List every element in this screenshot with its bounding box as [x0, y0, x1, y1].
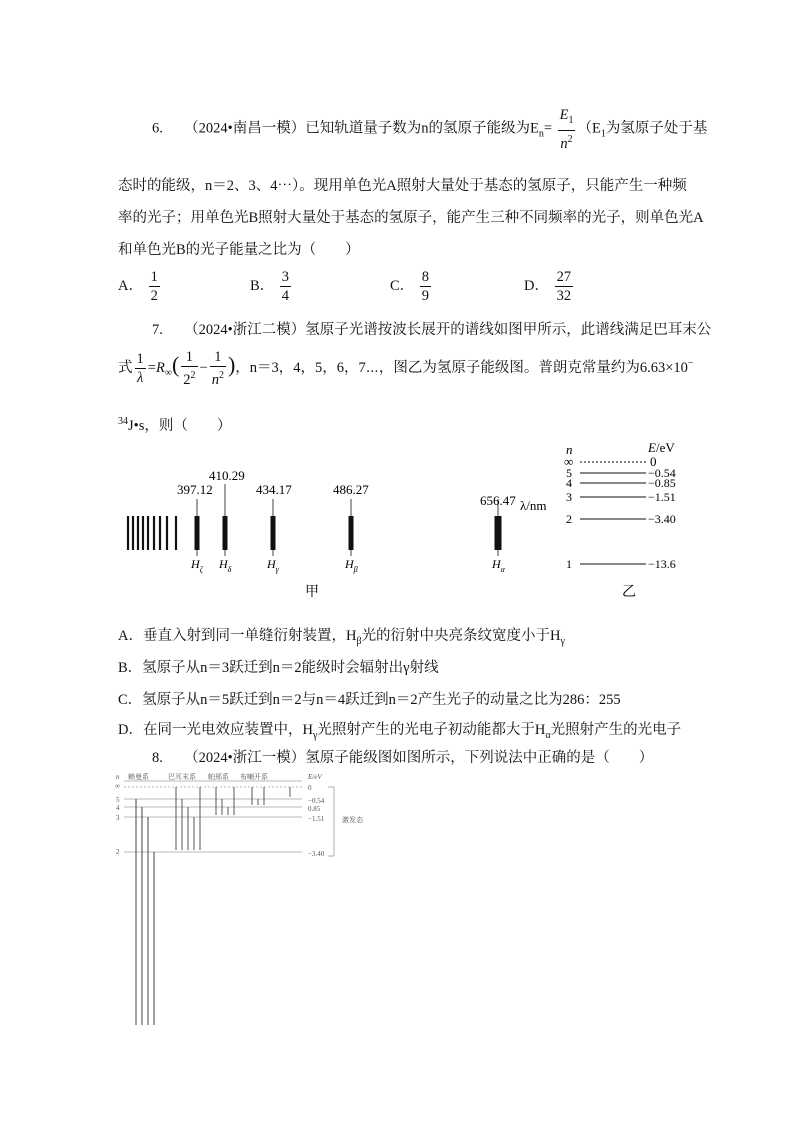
- wl-486: 486.27: [333, 482, 369, 497]
- level-n-inf: ∞: [564, 454, 574, 469]
- option-text: 氢原子从n＝5跃迁到n＝2与n＝4跃迁到n＝2产生光子的动量之比为286：255: [142, 692, 621, 708]
- q8-e-4: 0.85: [308, 805, 321, 813]
- q8-source: （2024•浙江一模）: [184, 750, 306, 766]
- formula-prefix: 式: [118, 359, 133, 376]
- option-sub: γ: [560, 635, 565, 647]
- figure-yi-caption: 乙: [622, 585, 636, 600]
- level-n-3: 3: [566, 490, 572, 504]
- q8-inf-label: ∞: [115, 782, 120, 790]
- q8-number: 8.: [152, 750, 163, 766]
- formula-open: (: [171, 351, 180, 377]
- option-den: 32: [556, 288, 572, 304]
- q6-stem-c: 为氢原子处于基: [605, 120, 708, 137]
- option-text: 氢原子从n＝3跃迁到n＝2能级时会辐射出γ射线: [142, 660, 439, 676]
- formula-f1-num: 1: [181, 348, 197, 367]
- q8-energy-level-diagram: [110, 770, 370, 1032]
- option-text: 光的衍射中央亮条纹宽度小于H: [361, 628, 561, 644]
- h-alpha-label: $H_\alpha$: [492, 557, 505, 574]
- formula-f2: [210, 348, 226, 389]
- formula-lhs-den: λ: [136, 369, 144, 386]
- brackett-series-label: 布喇开系: [240, 773, 268, 781]
- formula-f2-num: 1: [210, 348, 226, 367]
- level-n-1: 1: [566, 557, 572, 571]
- level-n-5: 5: [566, 466, 572, 480]
- energy-level-figure: [558, 440, 708, 605]
- q8-line1: [152, 746, 653, 767]
- q6-eq-sign: =: [543, 120, 552, 137]
- q8-n-4: 4: [116, 804, 120, 812]
- q6-den: n: [560, 135, 568, 152]
- h-beta-label: $H_\beta$: [345, 557, 358, 574]
- h-zeta-label: $H_\zeta$: [191, 557, 203, 574]
- q6-stem-a: 已知轨道量子数为n的氢原子能级为E: [305, 120, 539, 137]
- level-e-4: −0.85: [648, 476, 676, 490]
- wl-410: 410.29: [209, 470, 245, 483]
- formula-lhs: [135, 350, 146, 387]
- h-gamma-label: $H_\gamma$: [267, 557, 279, 574]
- q6-option-b[interactable]: [250, 268, 293, 305]
- q7-line3-rest: J•s，则（ ）: [128, 418, 232, 434]
- q8-n-5: 5: [116, 796, 120, 804]
- q6-line2: 态时的能级，n＝2、3、4⋯）。现用单色光A照射大量处于基态的氢原子，只能产生一种频: [118, 178, 687, 194]
- q8-n-2: 2: [116, 848, 120, 856]
- formula-f2-den: n: [211, 371, 219, 388]
- figure-jia-caption: 甲: [305, 585, 319, 600]
- option-text: 光照射产生的光电子: [550, 722, 682, 738]
- option-sub: α: [545, 729, 551, 741]
- formula-f1: [181, 348, 197, 389]
- wavelength-unit: λ/nm: [520, 498, 547, 513]
- level-e-1: −13.6: [648, 557, 676, 571]
- option-label: A．: [118, 277, 143, 294]
- formula-minus: −: [199, 359, 208, 376]
- option-label: C．: [118, 692, 143, 708]
- option-text: 垂直入射到同一单缝衍射装置，H: [142, 628, 357, 644]
- formula-eq: =: [147, 359, 156, 376]
- balmer-series-label: 巴耳末系: [168, 773, 196, 781]
- e-label: E/eV: [648, 440, 675, 455]
- h-delta-label: $H_\delta$: [219, 557, 232, 574]
- option-label: C．: [390, 277, 415, 294]
- q6-option-a[interactable]: [118, 268, 162, 305]
- formula-r: R: [155, 359, 165, 376]
- q7-source: （2024•浙江二模）: [184, 322, 306, 338]
- option-label: A．: [118, 628, 143, 644]
- q6-number: 6.: [152, 120, 163, 137]
- spectrum-figure: [110, 470, 560, 605]
- option-sub: β: [356, 635, 362, 647]
- q6-line1: [152, 106, 707, 150]
- formula-f2-sup: 2: [218, 370, 224, 381]
- option-den: 4: [281, 288, 290, 304]
- level-n-2: 2: [566, 512, 572, 526]
- q7-line3-sup: 34: [118, 416, 128, 428]
- q8-stem: 氢原子能级图如图所示，下列说法中正确的是（ ）: [305, 750, 654, 766]
- q8-e-5: −0.54: [308, 797, 325, 805]
- q8-e-3: −1.51: [308, 815, 325, 823]
- level-e-2: −3.40: [648, 512, 676, 526]
- level-e-inf: 0: [650, 454, 657, 469]
- option-num: 1: [150, 269, 158, 285]
- q8-e-inf: 0: [308, 784, 312, 792]
- wl-434: 434.17: [256, 482, 292, 497]
- q8-n-label: n: [116, 773, 120, 781]
- n-label: n: [566, 442, 573, 457]
- level-e-3: −1.51: [648, 490, 676, 504]
- level-n-4: 4: [566, 476, 572, 490]
- level-e-5: −0.54: [648, 466, 676, 480]
- q8-e-2: −3.40: [308, 850, 325, 858]
- formula-lhs-num: 1: [136, 350, 144, 367]
- q7-line2-sup: −: [687, 357, 694, 369]
- q6-den-sup: 2: [567, 133, 573, 145]
- q7-line3: [118, 414, 231, 435]
- wl-397: 397.12: [177, 482, 213, 497]
- option-den: 9: [421, 288, 430, 304]
- q6-option-c[interactable]: [390, 268, 433, 305]
- lyman-series-label: 赖曼系: [128, 773, 149, 781]
- q6-num: E: [559, 107, 569, 123]
- option-label: B．: [118, 660, 143, 676]
- paschen-series-label: 帕邢系: [208, 773, 229, 781]
- q7-option-a[interactable]: [118, 624, 565, 647]
- wl-656: 656.47: [480, 493, 516, 508]
- q8-e-label: E/eV: [308, 773, 322, 781]
- q7-formula-line: [118, 348, 694, 389]
- q7-number: 7.: [152, 322, 163, 338]
- q6-line3: 率的光子；用单色光B照射大量处于基态的氢原子，能产生三种不同频率的光子，则单色光A: [118, 210, 704, 226]
- formula-f1-sup: 2: [190, 370, 196, 381]
- q7-option-b[interactable]: [118, 656, 439, 677]
- option-text: 光照射产生的光电子初动能都大于H: [317, 722, 546, 738]
- formula-close: ): [227, 351, 236, 377]
- q7-stem: 氢原子光谱按波长展开的谱线如图甲所示，此谱线满足巴耳末公: [305, 322, 712, 338]
- q8-n-3: 3: [116, 814, 120, 822]
- formula-r-sub: ∞: [164, 367, 172, 379]
- option-text: 在同一光电效应装置中，H: [142, 722, 313, 738]
- series-limit-lines: [128, 516, 176, 550]
- q6-num-sub: 1: [568, 114, 574, 126]
- option-label: B．: [250, 277, 275, 294]
- formula-f1-den: 2: [183, 371, 191, 388]
- q6-stem-b-sub: 1: [600, 128, 606, 140]
- q6-option-d[interactable]: [524, 268, 575, 305]
- option-num: 27: [556, 269, 572, 285]
- option-sub: γ: [312, 729, 318, 741]
- option-label: D．: [118, 722, 143, 738]
- option-num: 3: [281, 269, 290, 285]
- q7-option-d[interactable]: [118, 718, 681, 741]
- option-num: 8: [421, 269, 430, 285]
- q6-sub-n: n: [538, 128, 544, 140]
- q7-line1: [152, 318, 711, 339]
- q6-line4: 和单色光B的光子能量之比为（ ）: [118, 242, 360, 258]
- q6-source: （2024•南昌一模）: [184, 120, 306, 137]
- option-label: D．: [524, 277, 549, 294]
- q7-option-c[interactable]: [118, 688, 621, 709]
- q7-line2-rest: ，n＝3，4，5，6，7⋯，图乙为氢原子能级图。普朗克常量约为6.63×10: [235, 359, 688, 376]
- excited-state-label: 激发态: [342, 816, 363, 824]
- q6-energy-fraction: [558, 106, 576, 153]
- option-den: 2: [150, 288, 158, 304]
- q6-stem-b: （E: [577, 120, 601, 137]
